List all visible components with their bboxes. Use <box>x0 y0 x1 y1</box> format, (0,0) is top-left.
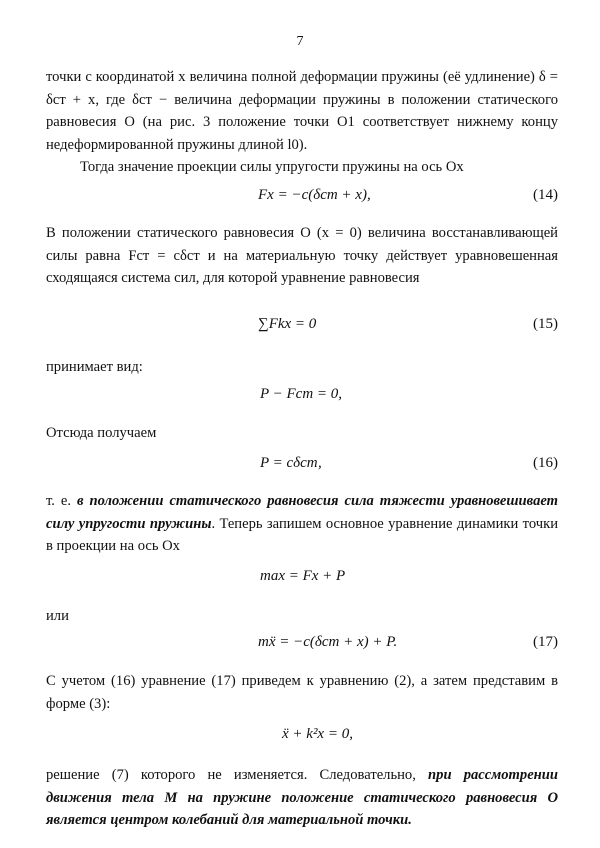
equation-final: ẍ + k²x = 0, <box>282 726 353 742</box>
paragraph-6-tail: . Теперь запишем основное уравнение динамики точки в проекции на ось Ox <box>46 515 559 554</box>
paragraph-3: В положении статического равновесия O (x = 0) величина восстанавливающей силы равна Fст = cδст и на материальную точку действует уравновешенная сходящаяся система сил, для которой уравнение равновесия <box>46 225 558 286</box>
paragraph-2: Тогда значение проекции силы упругости пружины на ось Ox <box>80 159 464 175</box>
equation-15-row <box>46 316 558 340</box>
equation-16: P = cδст, <box>260 455 322 471</box>
equation-15-number: (15) <box>533 316 558 332</box>
equation-ma-row <box>46 568 558 592</box>
paragraph-9 <box>46 764 558 832</box>
page-number: 7 <box>296 34 304 49</box>
paragraph-9-lead: решение (7) которого не изменяется. Следовательно, <box>46 767 429 783</box>
equation-p-row <box>46 386 558 410</box>
paragraph-6-emphasis: в положении статического равновесия сила тяжести уравновешивает силу упругости пружины <box>46 493 559 532</box>
equation-16-row <box>46 455 558 479</box>
equation-ma: max = Fx + P <box>260 568 346 584</box>
paragraph-5: Отсюда получаем <box>46 425 157 441</box>
paragraph-4: принимает вид: <box>46 359 143 375</box>
equation-15: ∑Fkx = 0 <box>258 316 317 332</box>
equation-p: P − Fст = 0, <box>260 386 343 402</box>
equation-final-row <box>46 726 558 750</box>
paragraph-8: С учетом (16) уравнение (17) приведем к уравнению (2), а затем представим в форме (3): <box>46 673 558 712</box>
equation-14: Fx = −c(δст + x), <box>258 187 371 203</box>
paragraph-1: точки с координатой x величина полной деформации пружины (её удлинение) δ = δст + x, где δст − величина деформации пружины в положении статического равновесия O (на рис. 3 положение точки O1 соответствует нижнему концу недеформированной пружины длиной l0). <box>46 69 558 153</box>
paragraph-6 <box>46 490 558 558</box>
equation-17-number: (17) <box>533 634 558 650</box>
equation-14-number: (14) <box>533 187 558 203</box>
equation-14-row <box>46 187 558 211</box>
equation-17: mẍ = −c(δст + x) + P. <box>258 634 398 650</box>
equation-16-number: (16) <box>533 455 558 471</box>
equation-17-row <box>46 634 558 658</box>
paragraph-9-emphasis: при рассмотрении движения тела M на пружине положение статического равновесия O является центром колебаний для материальной точки. <box>46 767 559 828</box>
paragraph-6-lead: т. е. <box>46 493 77 509</box>
paragraph-7: или <box>46 608 69 624</box>
